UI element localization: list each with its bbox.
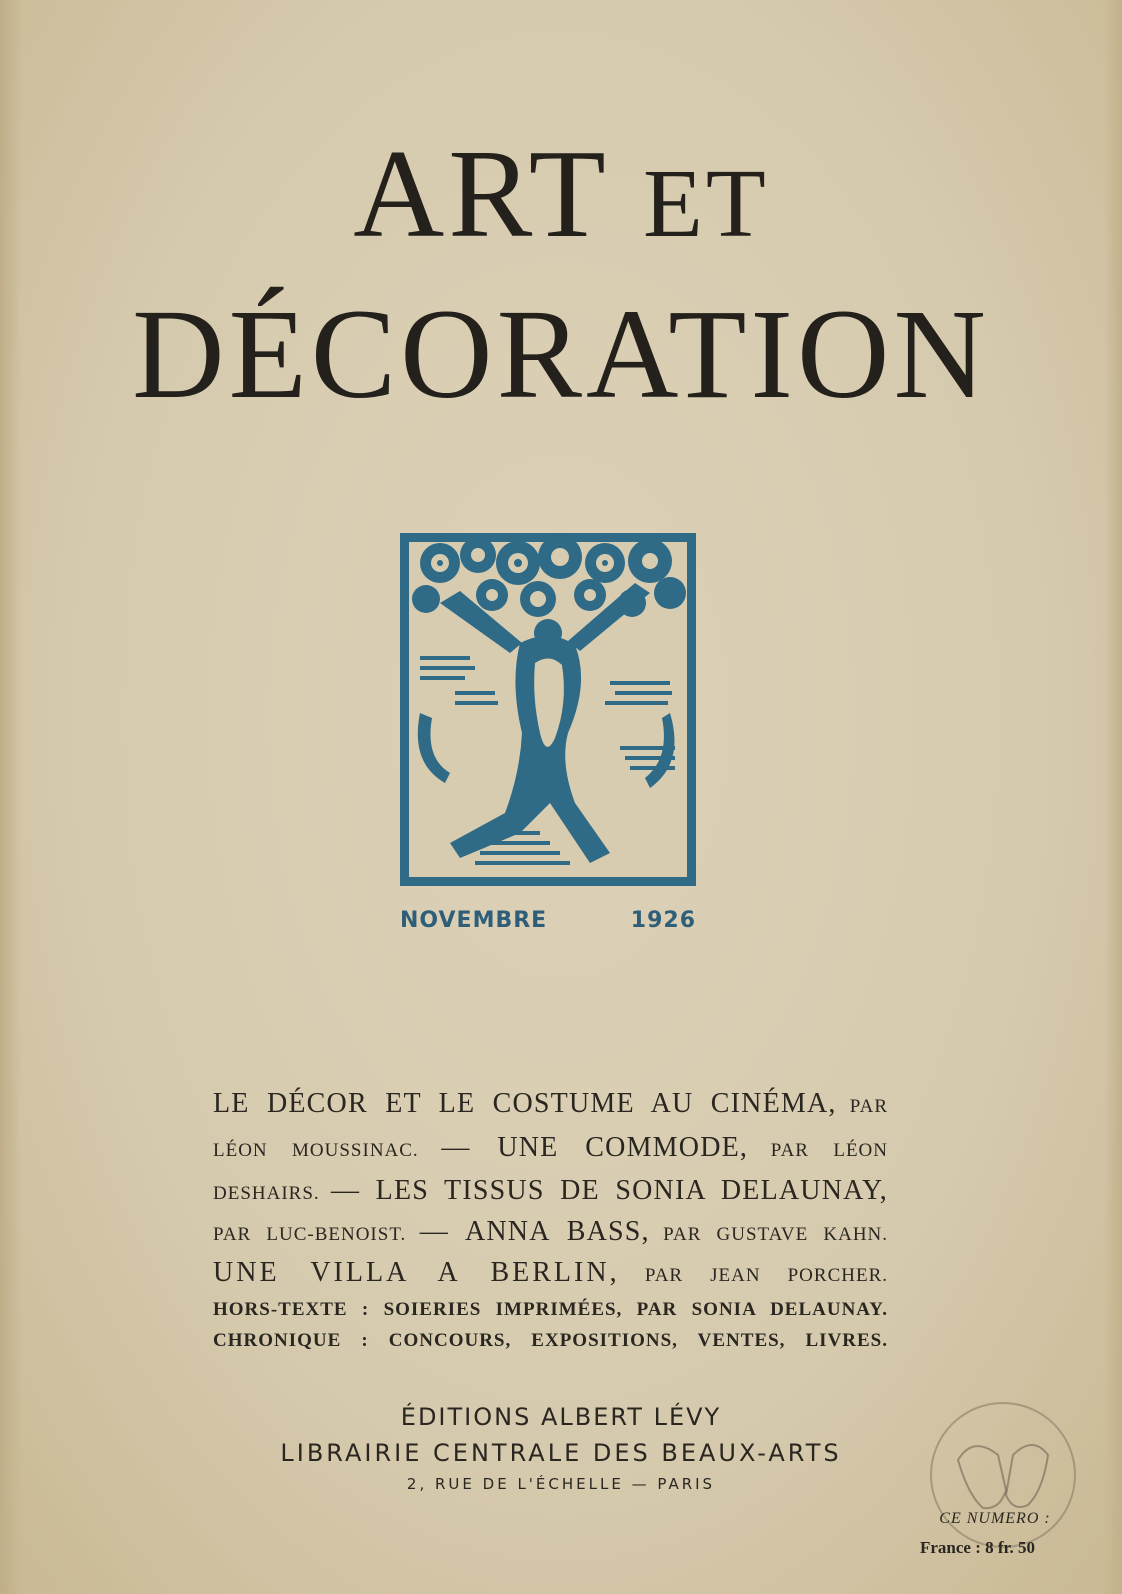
title-line-1	[0, 125, 1122, 264]
table-of-contents	[213, 1082, 888, 1356]
contents-line	[213, 1212, 888, 1252]
issue-date	[400, 908, 696, 933]
contents-segment: PAR GUSTAVE KAHN.	[663, 1224, 889, 1245]
price-label: CE NUMERO :	[939, 1510, 1051, 1527]
contents-line	[213, 1170, 888, 1212]
contents-segment: — ANNA BASS,	[419, 1216, 650, 1247]
publisher-address: 2, RUE DE L'ÉCHELLE — PARIS	[406, 1475, 716, 1493]
contents-line	[213, 1126, 888, 1170]
issue-year: 1926	[630, 908, 696, 933]
contents-segment: PAR LÉON	[770, 1140, 889, 1161]
publisher-library: LIBRAIRIE CENTRALE DES BEAUX-ARTS	[280, 1439, 842, 1467]
issue-month: NOVEMBRE	[400, 908, 548, 933]
contents-segment: PAR JEAN PORCHER.	[644, 1265, 889, 1286]
contents-segment: PAR LUC-BENOIST.	[213, 1224, 407, 1245]
contents-segment: UNE VILLA A BERLIN,	[213, 1257, 620, 1288]
title-word-art: ART	[353, 125, 608, 264]
contents-segment: PAR	[849, 1096, 889, 1117]
title-word-et: ET	[642, 150, 769, 258]
woodcut-illustration	[400, 533, 696, 886]
contents-segment: — UNE COMMODE,	[441, 1132, 749, 1163]
contents-segment: — LES TISSUS DE SONIA DELAUNAY,	[330, 1175, 889, 1206]
contents-line-hors-texte: HORS-TEXTE : SOIERIES IMPRIMÉES, PAR SONIA DELAUNAY.	[213, 1299, 888, 1320]
contents-segment: LÉON MOUSSINAC.	[213, 1140, 419, 1161]
contents-segment: DESHAIRS.	[213, 1183, 320, 1204]
price-value: France : 8 fr. 50	[920, 1538, 1036, 1557]
publisher-name: ÉDITIONS ALBERT LÉVY	[400, 1403, 722, 1431]
contents-line	[213, 1252, 888, 1294]
contents-line-chronique: CHRONIQUE : CONCOURS, EXPOSITIONS, VENTES, LIVRES.	[213, 1330, 888, 1351]
price-block	[920, 1510, 1070, 1558]
contents-line	[213, 1082, 888, 1126]
title-word-decoration: DÉCORATION	[132, 283, 990, 425]
contents-segment: LE DÉCOR ET LE COSTUME AU CINÉMA,	[213, 1088, 837, 1119]
